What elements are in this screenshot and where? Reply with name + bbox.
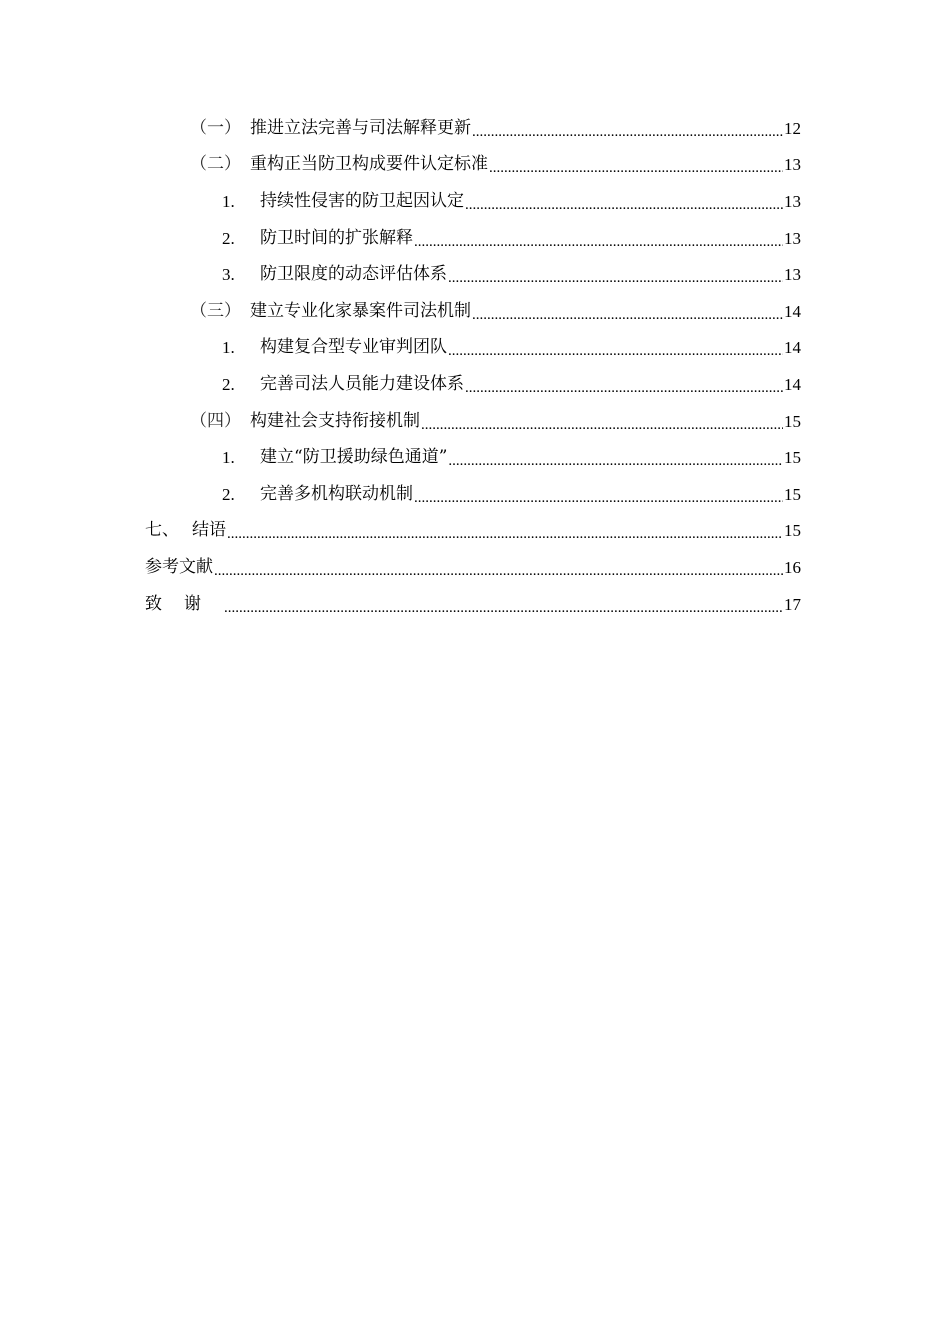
toc-entry-number: （四）: [190, 410, 241, 431]
toc-entry-number: （二）: [190, 154, 241, 175]
toc-entry[interactable]: [0, 330, 950, 367]
toc-entry-number: 3.: [222, 265, 235, 285]
toc-entry-page: 13: [784, 155, 801, 175]
toc-entry-page: 15: [784, 484, 801, 504]
toc-entry-page: 14: [784, 338, 801, 358]
toc-entry-title: 构建社会支持衔接机制: [250, 410, 420, 431]
toc-entry-page: 15: [784, 521, 801, 541]
toc-entry-title: 防卫限度的动态评估体系: [260, 264, 447, 285]
toc-entry-page: 12: [784, 118, 801, 138]
toc-entry-title: 完善司法人员能力建设体系: [260, 373, 464, 394]
toc-entry-number: 2.: [222, 374, 235, 394]
toc-entry[interactable]: [0, 403, 950, 440]
toc-entry[interactable]: [0, 439, 950, 476]
toc-dot-leader: [448, 452, 783, 469]
toc-entry[interactable]: [0, 586, 950, 623]
toc-entry-title: 构建复合型专业审判团队: [260, 337, 447, 358]
toc-entry[interactable]: [0, 293, 950, 330]
toc-entry-page: 16: [784, 557, 801, 577]
toc-entry[interactable]: [0, 110, 950, 147]
toc-entry-page: 14: [784, 301, 801, 321]
toc-entry[interactable]: [0, 549, 950, 586]
toc-dot-leader: [489, 159, 783, 176]
toc-dot-leader: [224, 599, 783, 616]
table-of-contents: [0, 110, 950, 622]
toc-entry-page: 17: [784, 594, 801, 614]
toc-entry-number: 1.: [222, 338, 235, 358]
toc-dot-leader: [414, 233, 783, 250]
toc-entry[interactable]: [0, 476, 950, 513]
toc-entry-page: 15: [784, 448, 801, 468]
toc-entry-number: 七、: [145, 520, 179, 541]
toc-entry[interactable]: [0, 147, 950, 184]
toc-entry-title: 结语: [192, 520, 226, 541]
toc-entry-title: 推进立法完善与司法解释更新: [250, 117, 471, 138]
toc-entry[interactable]: [0, 183, 950, 220]
toc-entry-title: 完善多机构联动机制: [260, 483, 413, 504]
toc-entry-title: 致谢: [145, 593, 223, 614]
toc-entry-title: 参考文献: [145, 556, 213, 577]
toc-entry-number: 2.: [222, 484, 235, 504]
toc-dot-leader: [472, 123, 783, 140]
toc-entry-number: （三）: [190, 300, 241, 321]
toc-dot-leader: [421, 416, 783, 433]
toc-entry-number: （一）: [190, 117, 241, 138]
toc-entry[interactable]: [0, 366, 950, 403]
toc-entry-page: 13: [784, 228, 801, 248]
toc-entry-number: 1.: [222, 448, 235, 468]
toc-entry-title: 建立“防卫援助绿色通道”: [260, 447, 448, 468]
toc-entry-title: 重构正当防卫构成要件认定标准: [250, 154, 488, 175]
toc-dot-leader: [465, 196, 783, 213]
toc-entry[interactable]: [0, 220, 950, 257]
toc-entry-title: 持续性侵害的防卫起因认定: [260, 190, 464, 211]
toc-entry-number: 1.: [222, 191, 235, 211]
toc-dot-leader: [448, 269, 783, 286]
toc-entry-title: 防卫时间的扩张解释: [260, 227, 413, 248]
toc-dot-leader: [465, 379, 783, 396]
toc-entry-title: 建立专业化家暴案件司法机制: [250, 300, 471, 321]
toc-dot-leader: [448, 342, 783, 359]
toc-entry-page: 13: [784, 191, 801, 211]
toc-dot-leader: [214, 562, 783, 579]
toc-dot-leader: [414, 489, 783, 506]
toc-entry-number: 2.: [222, 228, 235, 248]
toc-dot-leader: [472, 306, 783, 323]
toc-entry-page: 13: [784, 265, 801, 285]
toc-entry-page: 14: [784, 374, 801, 394]
toc-entry[interactable]: [0, 256, 950, 293]
toc-dot-leader: [227, 525, 783, 542]
toc-entry-page: 15: [784, 411, 801, 431]
toc-entry[interactable]: [0, 513, 950, 550]
